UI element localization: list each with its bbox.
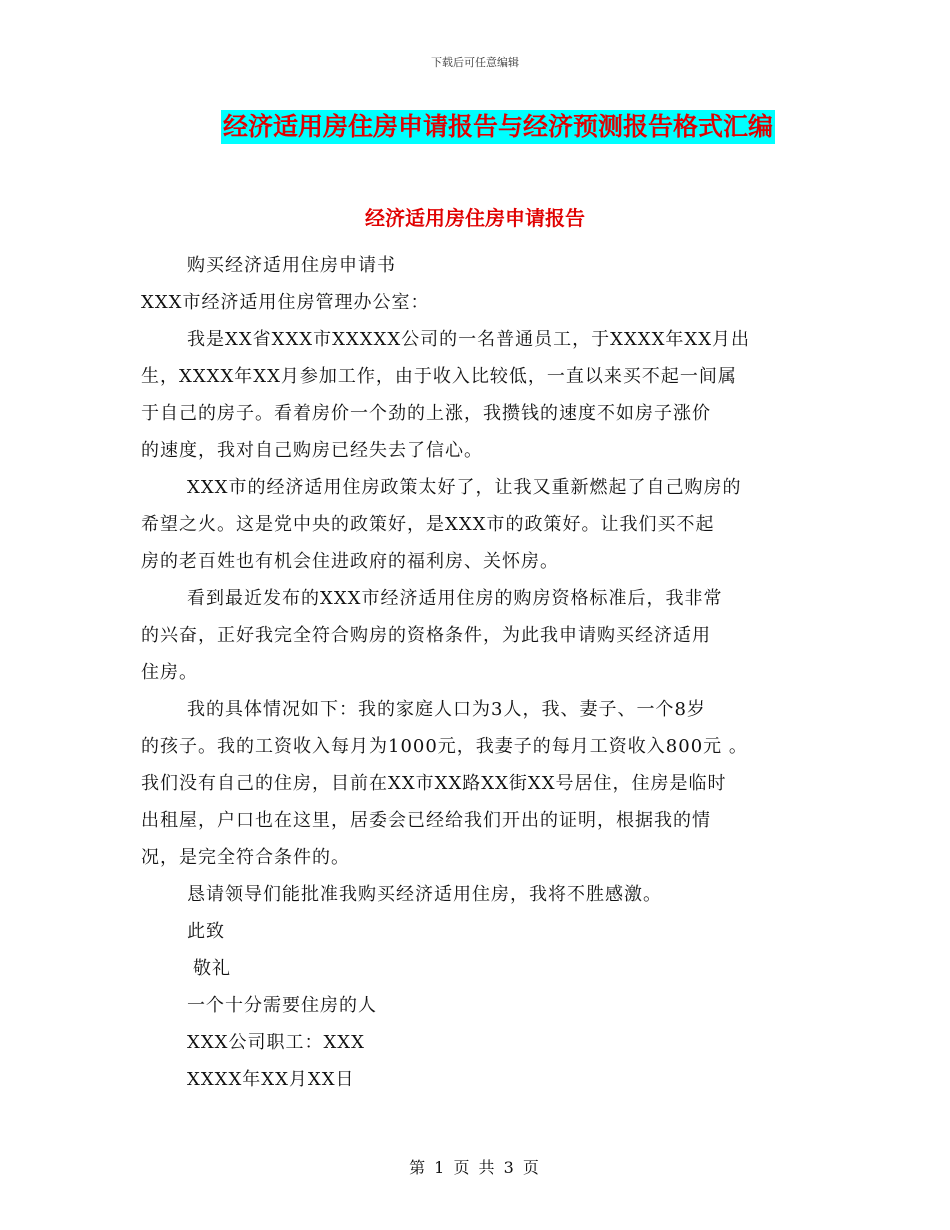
paragraph-line: 况，是完全符合条件的。 (141, 847, 350, 868)
signature-line: XXX公司职工：XXX (187, 1032, 365, 1053)
paragraph-line: 于自己的房子。看着房价一个劲的上涨，我攒钱的速度不如房子涨价 (141, 403, 711, 424)
paragraph-line: 的兴奋，正好我完全符合购房的资格条件，为此我申请购买经济适用 (141, 625, 711, 646)
paragraph-line: 购买经济适用住房申请书 (187, 255, 396, 276)
paragraph-line: 的孩子。我的工资收入每月为1000元，我妻子的每月工资收入800元 。 (141, 736, 748, 757)
paragraph-line: 我们没有自己的住房，目前在XX市XX路XX街XX号居住，住房是临时 (141, 773, 727, 794)
date-line: XXXX年XX月XX日 (187, 1069, 355, 1090)
paragraph-line: 生，XXXX年XX月参加工作，由于收入比较低，一直以来买不起一间属 (141, 366, 737, 387)
paragraph-line: 的速度，我对自己购房已经失去了信心。 (141, 440, 483, 461)
paragraph-line: 希望之火。这是党中央的政策好，是XXX市的政策好。让我们买不起 (141, 514, 715, 535)
paragraph-line: 住房。 (141, 662, 198, 683)
paragraph-line: 恳请领导们能批准我购买经济适用住房，我将不胜感激。 (187, 884, 662, 905)
header-note: 下载后可任意编辑 (431, 56, 519, 69)
paragraph-line: 我是XX省XXX市XXXXX公司的一名普通员工，于XXXX年XX月出 (187, 329, 751, 350)
paragraph-line: 房的老百姓也有机会住进政府的福利房、关怀房。 (141, 551, 559, 572)
paragraph-line: XXX市经济适用住房管理办公室： (141, 292, 430, 313)
signature-line: 一个十分需要住房的人 (187, 995, 377, 1016)
page-footer: 第 1 页 共 3 页 (409, 1158, 541, 1177)
paragraph-line: 出租屋，户口也在这里，居委会已经给我们开出的证明，根据我的情 (141, 810, 711, 831)
paragraph-line: XXX市的经济适用住房政策太好了，让我又重新燃起了自己购房的 (187, 477, 742, 498)
main-title: 经济适用房住房申请报告与经济预测报告格式汇编 (221, 110, 775, 144)
document-body (141, 247, 821, 1098)
main-title-wrap (0, 110, 950, 144)
paragraph-line: 我的具体情况如下：我的家庭人口为3人，我、妻子、一个8岁 (187, 699, 706, 720)
paragraph-line: 看到最近发布的XXX市经济适用住房的购房资格标准后，我非常 (187, 588, 723, 609)
closing-line: 敬礼 (193, 958, 231, 979)
section-title: 经济适用房住房申请报告 (365, 206, 585, 230)
closing-line: 此致 (187, 921, 225, 942)
